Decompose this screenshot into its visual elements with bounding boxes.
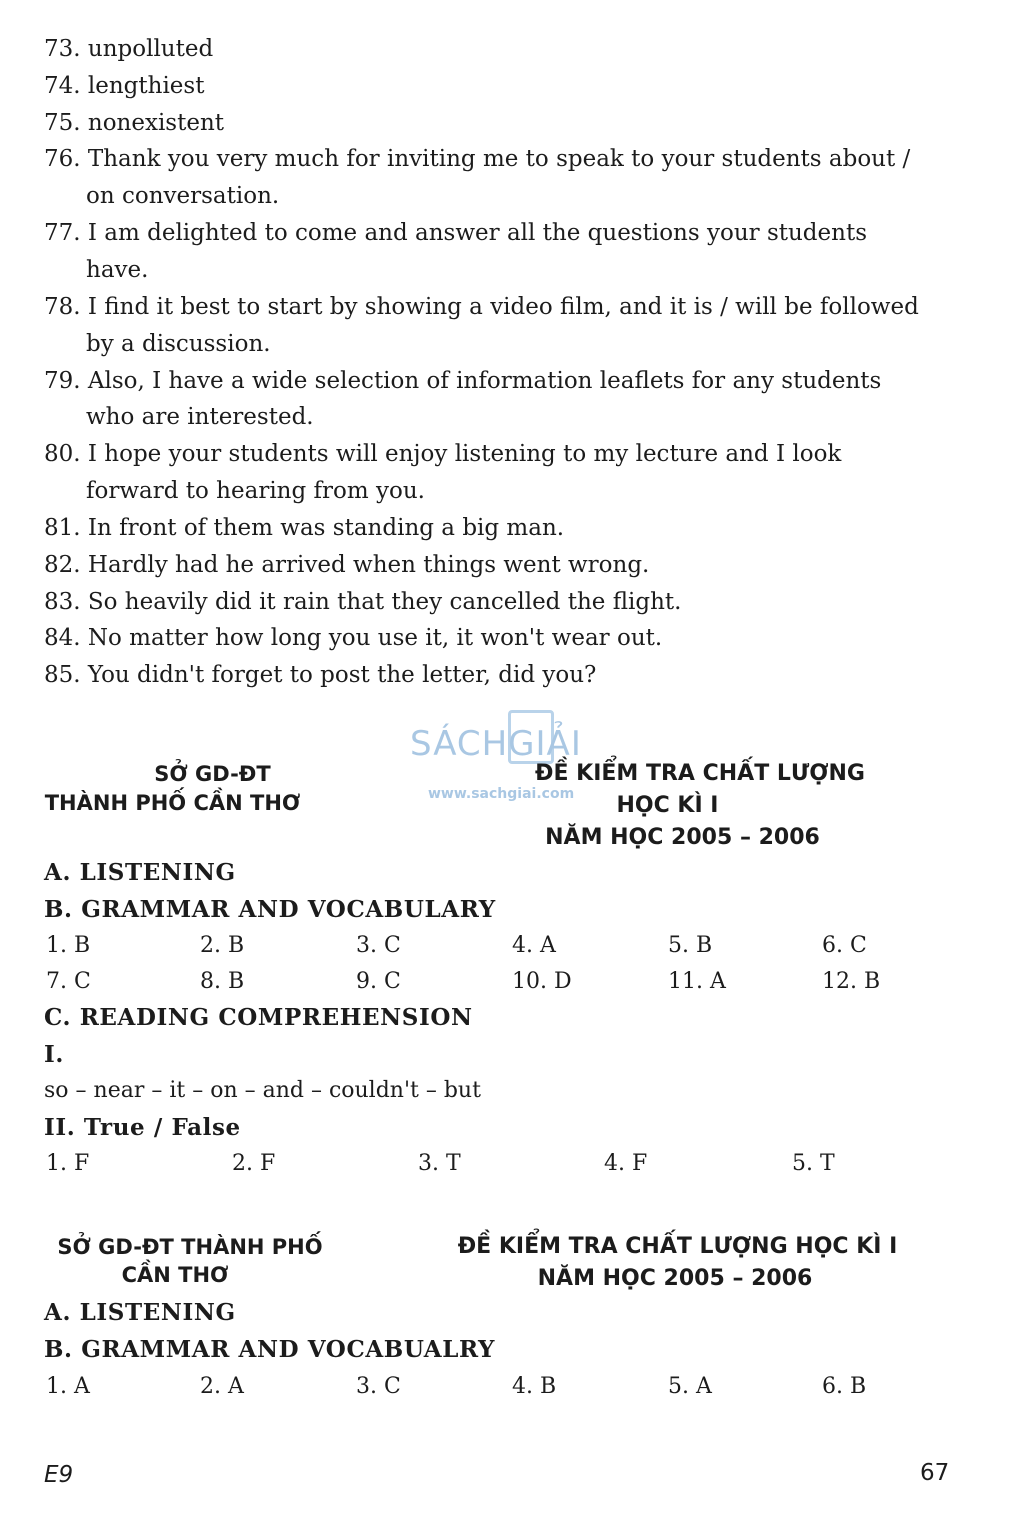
answer-80-cont: forward to hearing from you. bbox=[86, 478, 425, 504]
exam1-tf-row bbox=[0, 1149, 1024, 1179]
watermark-brand: SÁCHGIẢI bbox=[410, 724, 582, 764]
exam1-b-answer: 7. C bbox=[46, 969, 91, 994]
answer-78-cont: by a discussion. bbox=[86, 331, 271, 357]
exam1-title-line2: HỌC KÌ I bbox=[616, 793, 719, 818]
exam2-b-row1 bbox=[0, 1372, 1024, 1402]
answer-77: 77. I am delighted to come and answer all the questions your students bbox=[44, 220, 867, 246]
exam2-title-line1: ĐỀ KIỂM TRA CHẤT LƯỢNG HỌC KÌ I bbox=[457, 1234, 898, 1259]
exam2-section-a: A. LISTENING bbox=[44, 1299, 236, 1326]
exam2-b-answer: 6. B bbox=[822, 1374, 867, 1399]
exam1-b-row2 bbox=[0, 967, 1024, 997]
answer-84: 84. No matter how long you use it, it won't wear out. bbox=[44, 625, 663, 651]
exam1-b-answer: 4. A bbox=[512, 933, 556, 958]
exam2-title-line2: NĂM HỌC 2005 – 2006 bbox=[537, 1266, 813, 1291]
exam1-c-part1: I. bbox=[44, 1041, 64, 1068]
exam1-section-c: C. READING COMPREHENSION bbox=[44, 1004, 473, 1031]
exam1-b-row1 bbox=[0, 931, 1024, 961]
exam2-b-answer: 4. B bbox=[512, 1374, 557, 1399]
exam1-tf-answer: 3. T bbox=[418, 1151, 461, 1176]
exam1-dept-line1: SỞ GD-ĐT bbox=[154, 762, 271, 786]
answer-76: 76. Thank you very much for inviting me to speak to your students about / bbox=[44, 146, 911, 172]
exam1-c-part2: II. True / False bbox=[44, 1114, 241, 1141]
exam2-section-b: B. GRAMMAR AND VOCABUALRY bbox=[44, 1336, 496, 1363]
exam1-b-answer: 10. D bbox=[512, 969, 572, 994]
exam2-b-answer: 3. C bbox=[356, 1374, 401, 1399]
exam1-section-a: A. LISTENING bbox=[44, 859, 236, 886]
answer-73: 73. unpolluted bbox=[44, 36, 214, 62]
exam1-tf-answer: 2. F bbox=[232, 1151, 276, 1176]
exam1-tf-answer: 5. T bbox=[792, 1151, 835, 1176]
exam1-b-answer: 8. B bbox=[200, 969, 245, 994]
exam1-tf-answer: 4. F bbox=[604, 1151, 648, 1176]
exam1-b-answer: 6. C bbox=[822, 933, 867, 958]
page-number: 67 bbox=[920, 1460, 950, 1486]
answer-79-cont: who are interested. bbox=[86, 404, 314, 430]
exam1-b-answer: 2. B bbox=[200, 933, 245, 958]
footer-code: E9 bbox=[44, 1462, 74, 1488]
exam2-b-answer: 1. A bbox=[46, 1374, 90, 1399]
exam1-b-answer: 3. C bbox=[356, 933, 401, 958]
watermark-url: www.sachgiai.com bbox=[428, 786, 575, 802]
exam1-b-answer: 12. B bbox=[822, 969, 881, 994]
answer-74: 74. lengthiest bbox=[44, 73, 205, 99]
answer-80: 80. I hope your students will enjoy listening to my lecture and I look bbox=[44, 441, 842, 467]
exam1-b-answer: 11. A bbox=[668, 969, 726, 994]
answer-79: 79. Also, I have a wide selection of information leaflets for any students bbox=[44, 368, 882, 394]
exam2-dept-line1: SỞ GD-ĐT THÀNH PHỐ bbox=[57, 1235, 323, 1259]
exam2-b-answer: 2. A bbox=[200, 1374, 244, 1399]
exam2-b-answer: 5. A bbox=[668, 1374, 712, 1399]
exam1-b-answer: 9. C bbox=[356, 969, 401, 994]
answer-78: 78. I find it best to start by showing a video film, and it is / will be followed bbox=[44, 294, 919, 320]
answer-76-cont: on conversation. bbox=[86, 183, 280, 209]
answer-82: 82. Hardly had he arrived when things went wrong. bbox=[44, 552, 650, 578]
exam1-section-b: B. GRAMMAR AND VOCABULARY bbox=[44, 896, 496, 923]
exam2-dept-line2: CẦN THƠ bbox=[121, 1263, 229, 1287]
exam1-title-line3: NĂM HỌC 2005 – 2006 bbox=[545, 825, 820, 850]
exam1-c-part1-answers: so – near – it – on – and – couldn't – but bbox=[44, 1078, 481, 1103]
answer-77-cont: have. bbox=[86, 257, 149, 283]
exam1-dept-line2: THÀNH PHỐ CẦN THƠ bbox=[44, 791, 301, 815]
answer-75: 75. nonexistent bbox=[44, 110, 225, 136]
answer-83: 83. So heavily did it rain that they cancelled the flight. bbox=[44, 589, 682, 615]
answer-85: 85. You didn't forget to post the letter, did you? bbox=[44, 662, 597, 688]
exam1-tf-answer: 1. F bbox=[46, 1151, 90, 1176]
answer-81: 81. In front of them was standing a big man. bbox=[44, 515, 565, 541]
exam1-b-answer: 1. B bbox=[46, 933, 91, 958]
exam1-title-line1: ĐỀ KIỂM TRA CHẤT LƯỢNG bbox=[535, 761, 865, 786]
exam1-b-answer: 5. B bbox=[668, 933, 713, 958]
